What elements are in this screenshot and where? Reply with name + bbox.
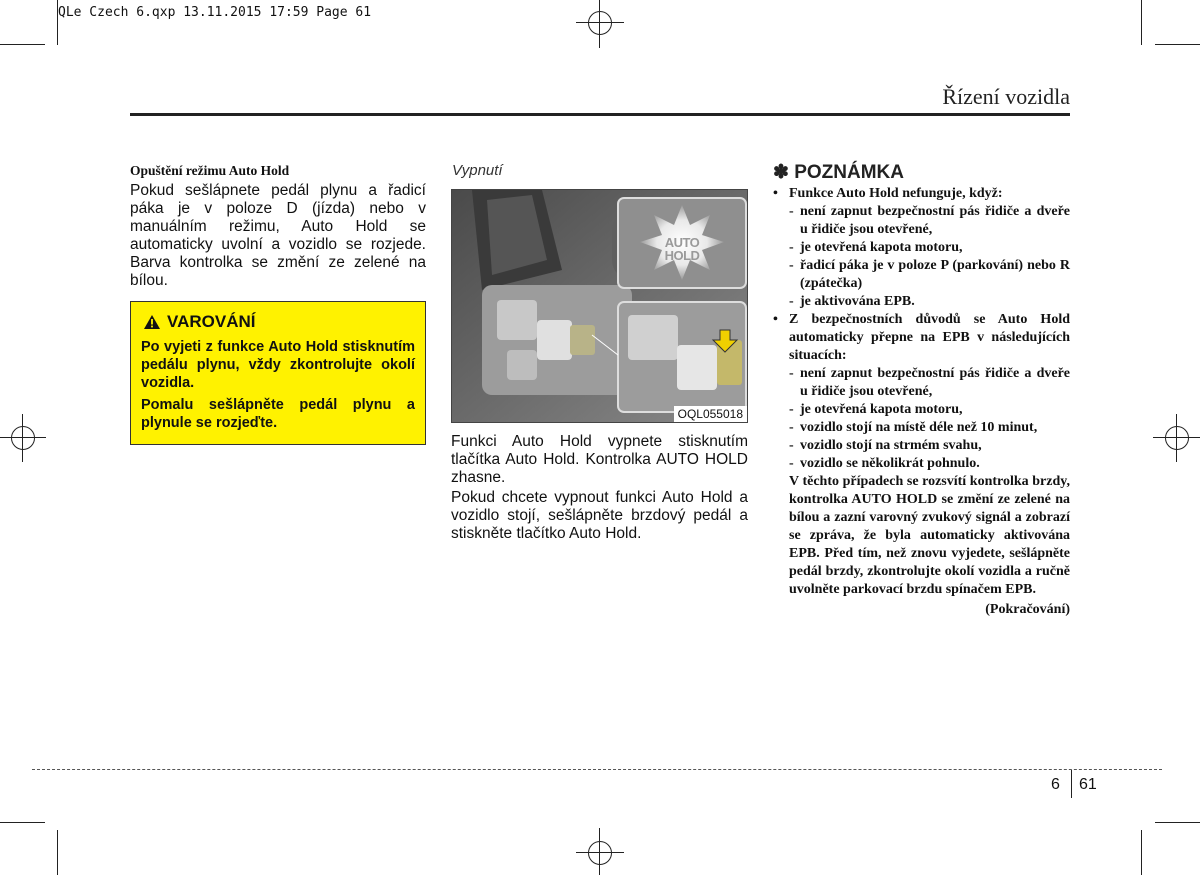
- note-title: ✽ POZNÁMKA: [773, 162, 904, 183]
- note-bullet: • Funkce Auto Hold nefunguje, když:: [773, 186, 1003, 201]
- paragraph: Pokud chcete vypnout funkci Auto Hold a vozidlo stojí, sešlápněte brzdový pedál a stiskněte tlačítko Auto Hold.: [451, 489, 748, 542]
- inset-label: [657, 236, 707, 262]
- crop-mark: [1155, 822, 1200, 823]
- chapter-number: 6: [1051, 776, 1060, 793]
- crop-mark: [1141, 0, 1142, 45]
- note-dash-item: - vozidlo se několikrát pohnulo.: [789, 456, 980, 471]
- crop-mark: [1155, 44, 1200, 45]
- note-body: [773, 185, 1070, 619]
- console-photo: [452, 190, 748, 423]
- continued-label: (Pokračování): [985, 602, 1070, 617]
- page-number: 61: [1079, 776, 1097, 793]
- crop-mark: [0, 822, 45, 823]
- figure-code: OQL055018: [674, 406, 747, 422]
- crop-mark: [0, 44, 45, 45]
- middle-column-text: [451, 433, 748, 545]
- note-bullet: • Z bezpečnostních důvodů se Auto Hold automaticky přepne na EPB v následujících situacích:: [773, 312, 1070, 363]
- crop-mark: [1141, 830, 1142, 875]
- note-dash-item: - je otevřená kapota motoru,: [789, 402, 963, 417]
- note-dash-item: - vozidlo stojí na místě déle než 10 minut,: [789, 420, 1038, 435]
- section-heading-vypnuti: Vypnutí: [452, 162, 503, 179]
- warning-title: [143, 312, 415, 332]
- page-separator: [1071, 770, 1072, 798]
- footer-rule: [32, 769, 1162, 770]
- inset-label-line: HOLD: [664, 248, 700, 263]
- note-dash-item: - řadicí páka je v poloze P (parkování) nebo R (zpátečka): [789, 258, 1070, 291]
- warning-box: [130, 301, 426, 445]
- crop-mark: [57, 830, 58, 875]
- inset-label-line: AUTO: [664, 235, 700, 250]
- note-dash-item: - není zapnut bezpečnostní pás řidiče a dveře u řidiče jsou otevřené,: [789, 366, 1070, 399]
- warning-title-text: VAROVÁNÍ: [167, 312, 256, 331]
- paragraph: Pokud sešlápnete pedál plynu a řadicí páka je v poloze D (jízda) nebo v manuálním režimu, Auto Hold se automaticky uvolní a vozidlo se rozjede. Barva kontrolka se změní ze zelené na bílou.: [130, 182, 426, 289]
- left-column: [130, 163, 426, 290]
- note-dash-item: - je otevřená kapota motoru,: [789, 240, 963, 255]
- warning-line: Pomalu sešlápněte pedál plynu a plynule se rozjeďte.: [141, 397, 415, 431]
- warning-triangle-icon: [143, 314, 161, 330]
- note-closing-paragraph: V těchto případech se rozsvítí kontrolka brzdy, kontrolka AUTO HOLD se změní ze zelené na bílou a zazní varovný zvukový signál a zobrazí se zpráva, že byla automaticky aktivována EPB. Před tím, než znovu vyjedete, sešlápněte pedál brzdy, zkontrolujte okolí vozidla a ručně uvolněte parkovací brzdu spínačem EPB.: [789, 474, 1070, 597]
- figure-auto-hold-switch: [451, 189, 748, 423]
- section-title: Řízení vozidla: [942, 84, 1070, 109]
- note-dash-item: - je aktivována EPB.: [789, 294, 915, 309]
- subheading: Opuštění režimu Auto Hold: [130, 163, 290, 178]
- note-dash-item: - vozidlo stojí na strmém svahu,: [789, 438, 982, 453]
- paragraph: Funkci Auto Hold vypnete stisknutím tlačítka Auto Hold. Kontrolka AUTO HOLD zhasne.: [451, 433, 748, 486]
- file-stamp: QLe Czech 6.qxp 13.11.2015 17:59 Page 61: [58, 5, 372, 20]
- note-dash-item: - není zapnut bezpečnostní pás řidiče a dveře u řidiče jsou otevřené,: [789, 204, 1070, 237]
- header-rule: [130, 113, 1070, 116]
- warning-line: Po vyjeti z funkce Auto Hold stisknutím pedálu plynu, vždy zkontrolujte okolí vozidla.: [141, 339, 415, 391]
